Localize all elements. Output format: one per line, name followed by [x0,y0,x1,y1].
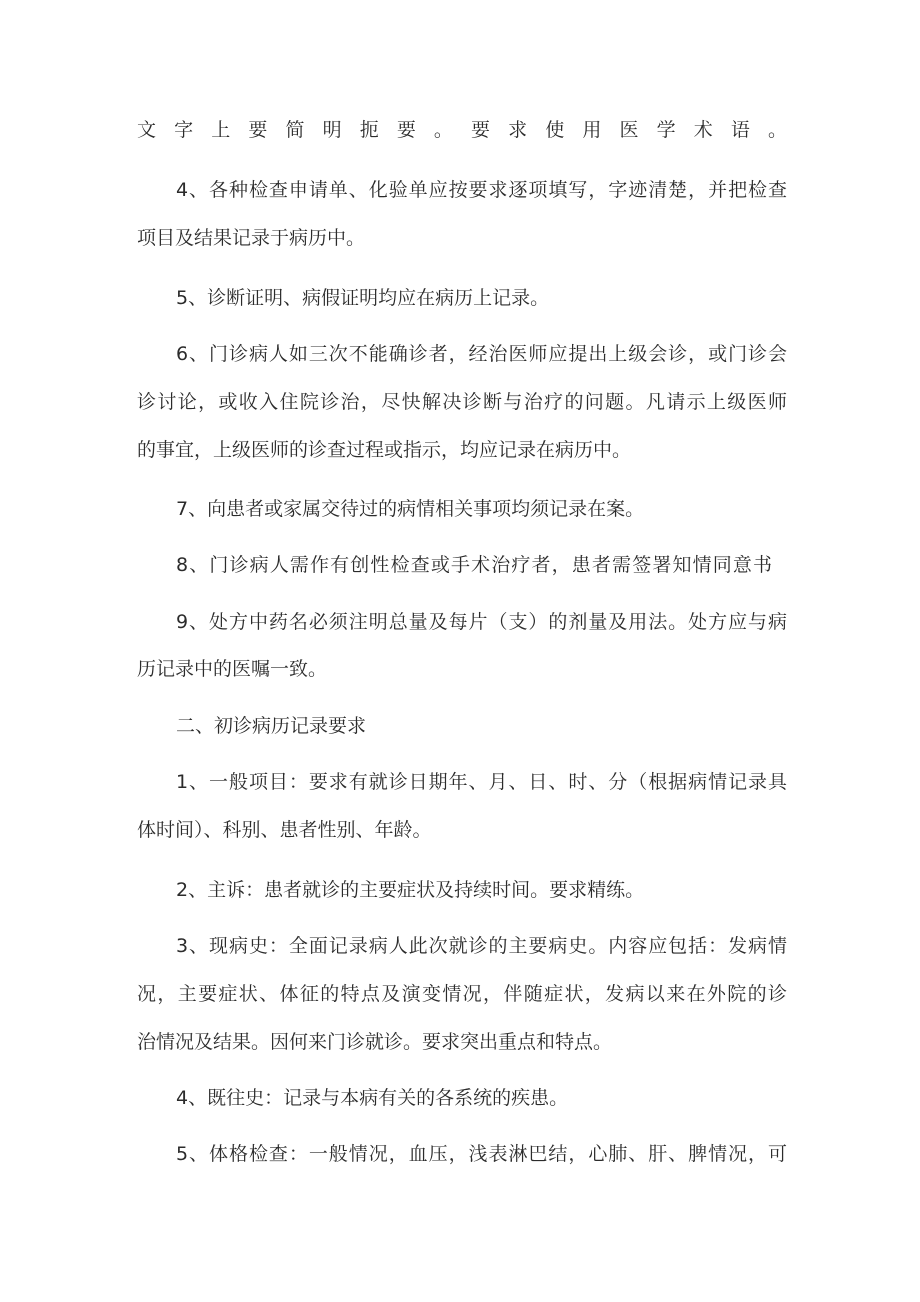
text-line: 项目及结果记录于病历中。 [137,227,366,249]
text-line: 1、一般项目：要求有就诊日期年、月、日、时、分（根据病情记录具 [176,771,787,793]
section-heading: 二、初诊病历记录要求 [176,715,367,737]
text-line: 治情况及结果。因何来门诊就诊。要求突出重点和特点。 [137,1031,613,1053]
text-line: 9、处方中药名必须注明总量及每片（支）的剂量及用法。处方应与病 [176,611,787,633]
text-line: 4、各种检查申请单、化验单应按要求逐项填写，字迹清楚，并把检查 [176,179,787,201]
text-line: 7、向患者或家属交待过的病情相关事项均须记录在案。 [176,498,645,520]
text-line: 体时间）、科别、患者性别、年龄。 [137,819,432,841]
text-line: 的事宜，上级医师的诊查过程或指示，均应记录在病历中。 [137,439,632,461]
text-line: 5、体格检查：一般情况，血压，浅表淋巴结，心肺、肝、脾情况，可 [176,1143,787,1165]
text-line: 4、既往史：记录与本病有关的各系统的疾患。 [176,1087,569,1109]
text-line: 历记录中的医嘱一致。 [137,658,328,680]
text-line: 5、诊断证明、病假证明均应在病历上记录。 [176,287,550,309]
text-line: 2、主诉：患者就诊的主要症状及持续时间。要求精练。 [176,879,645,901]
text-line: 8、门诊病人需作有创性检查或手术治疗者，患者需签署知情同意书 [176,554,772,576]
text-line: 文字上要简明扼要。要求使用医学术语。 [137,119,787,141]
text-line: 3、现病史：全面记录病人此次就诊的主要病史。内容应包括：发病情 [176,935,787,957]
text-line: 6、门诊病人如三次不能确诊者，经治医师应提出上级会诊，或门诊会 [176,343,787,365]
text-line: 诊讨论，或收入住院诊治，尽快解决诊断与治疗的问题。凡请示上级医师 [137,391,787,413]
text-line: 况，主要症状、体征的特点及演变情况，伴随症状，发病以来在外院的诊 [137,983,787,1005]
